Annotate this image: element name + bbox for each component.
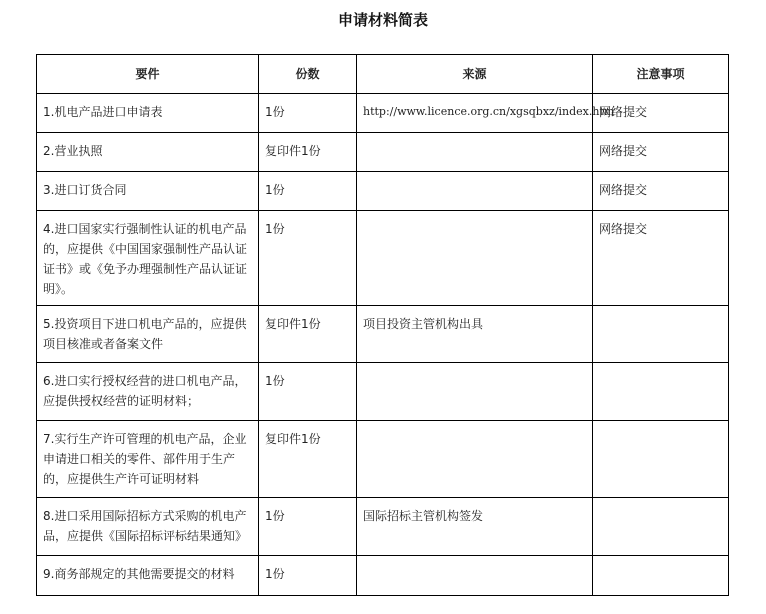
note-cell (593, 306, 729, 363)
item-cell: 4.进口国家实行强制性认证的机电产品的，应提供《中国国家强制性产品认证证书》或《免予办理强制性产品认证证明》。 (37, 211, 259, 306)
source-cell: http://www.licence.org.cn/xgsqbxz/index.htm (357, 94, 593, 133)
copies-cell: 1份 (259, 94, 357, 133)
note-cell (593, 363, 729, 421)
column-header-source: 来源 (357, 55, 593, 94)
item-cell: 9.商务部规定的其他需要提交的材料 (37, 556, 259, 596)
source-cell (357, 556, 593, 596)
column-header-notes: 注意事项 (593, 55, 729, 94)
table-row (37, 363, 729, 421)
source-cell (357, 421, 593, 498)
copies-cell: 复印件1份 (259, 133, 357, 172)
item-cell: 6.进口实行授权经营的进口机电产品，应提供授权经营的证明材料； (37, 363, 259, 421)
copies-cell: 1份 (259, 172, 357, 211)
note-cell (593, 421, 729, 498)
source-cell: 项目投资主管机构出具 (357, 306, 593, 363)
item-cell: 3.进口订货合同 (37, 172, 259, 211)
note-cell: 网络提交 (593, 172, 729, 211)
item-cell: 1.机电产品进口申请表 (37, 94, 259, 133)
note-cell: 网络提交 (593, 211, 729, 306)
table-header-row (37, 55, 729, 94)
note-cell (593, 556, 729, 596)
page-title: 申请材料简表 (337, 11, 428, 29)
note-cell: 网络提交 (593, 133, 729, 172)
note-cell: 网络提交 (593, 94, 729, 133)
copies-cell: 1份 (259, 498, 357, 556)
copies-cell: 1份 (259, 556, 357, 596)
source-cell (357, 211, 593, 306)
table-row (37, 172, 729, 211)
table-row (37, 133, 729, 172)
table-row (37, 211, 729, 306)
column-header-copies: 份数 (259, 55, 357, 94)
copies-cell: 1份 (259, 363, 357, 421)
copies-cell: 复印件1份 (259, 421, 357, 498)
item-cell: 8.进口采用国际招标方式采购的机电产品，应提供《国际招标评标结果通知》 (37, 498, 259, 556)
table-row (37, 421, 729, 498)
item-cell: 5.投资项目下进口机电产品的，应提供项目核准或者备案文件 (37, 306, 259, 363)
table-row (37, 498, 729, 556)
item-cell: 7.实行生产许可管理的机电产品，企业申请进口相关的零件、部件用于生产的，应提供生产许可证明材料 (37, 421, 259, 498)
note-cell (593, 498, 729, 556)
table-row (37, 556, 729, 596)
copies-cell: 1份 (259, 211, 357, 306)
materials-table (36, 54, 729, 596)
source-cell (357, 172, 593, 211)
table-row (37, 306, 729, 363)
item-cell: 2.营业执照 (37, 133, 259, 172)
copies-cell: 复印件1份 (259, 306, 357, 363)
table-row (37, 94, 729, 133)
source-cell (357, 133, 593, 172)
source-cell (357, 363, 593, 421)
source-cell: 国际招标主管机构签发 (357, 498, 593, 556)
column-header-item: 要件 (37, 55, 259, 94)
